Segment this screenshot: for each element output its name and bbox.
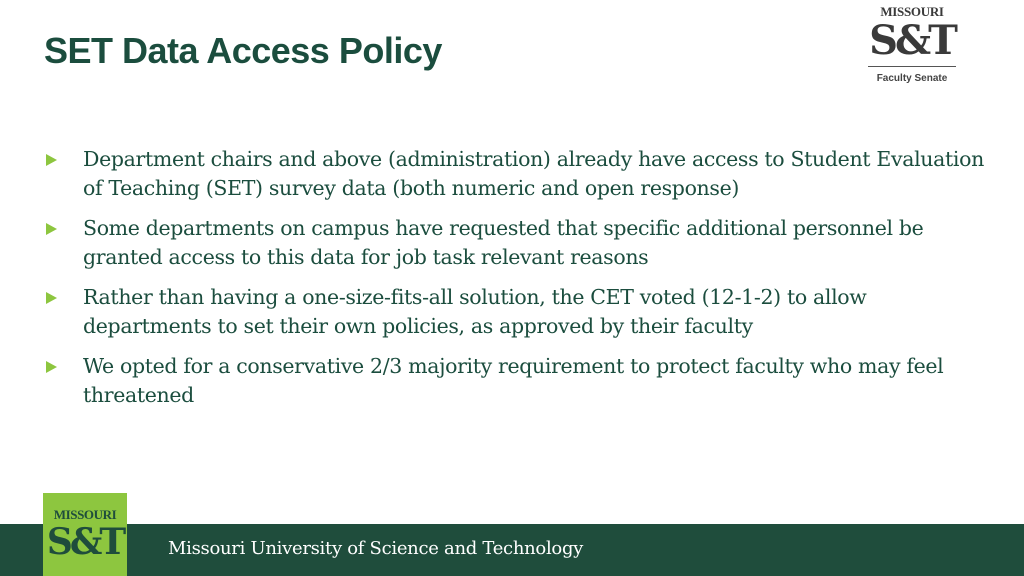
logo-wordmark: MISSOURI bbox=[880, 4, 944, 19]
triangle-bullet-icon bbox=[46, 361, 57, 373]
bullet-item bbox=[46, 283, 986, 341]
footer-university-name: Missouri University of Science and Technology bbox=[168, 538, 584, 559]
bullet-text: Rather than having a one-size-fits-all solution, the CET voted (12-1-2) to allow departments to set their own policies, as approved by their faculty bbox=[83, 285, 867, 338]
bullet-text: Some departments on campus have requested that specific additional personnel be granted access to this data for job task relevant reasons bbox=[83, 216, 924, 269]
triangle-bullet-icon bbox=[46, 154, 57, 166]
bullet-item bbox=[46, 214, 986, 272]
logo-monogram: S&T bbox=[869, 17, 955, 64]
slide-title: SET Data Access Policy bbox=[44, 30, 442, 71]
triangle-bullet-icon bbox=[46, 292, 57, 304]
bullet-item bbox=[46, 145, 986, 203]
logo-divider bbox=[868, 66, 956, 67]
bullet-list bbox=[46, 145, 986, 421]
triangle-bullet-icon bbox=[46, 223, 57, 235]
footer-university-logo bbox=[43, 493, 127, 576]
bullet-text: We opted for a conservative 2/3 majority requirement to protect faculty who may feel threatened bbox=[83, 354, 944, 407]
footer-logo-wordmark: MISSOURI bbox=[53, 507, 117, 522]
bullet-text: Department chairs and above (administration) already have access to Student Evaluation of Teaching (SET) survey data (both numeric and open response) bbox=[83, 147, 984, 200]
faculty-senate-logo bbox=[866, 4, 958, 94]
bullet-item bbox=[46, 352, 986, 410]
footer-logo-monogram: S&T bbox=[46, 521, 124, 563]
logo-subtitle: Faculty Senate bbox=[876, 73, 948, 84]
